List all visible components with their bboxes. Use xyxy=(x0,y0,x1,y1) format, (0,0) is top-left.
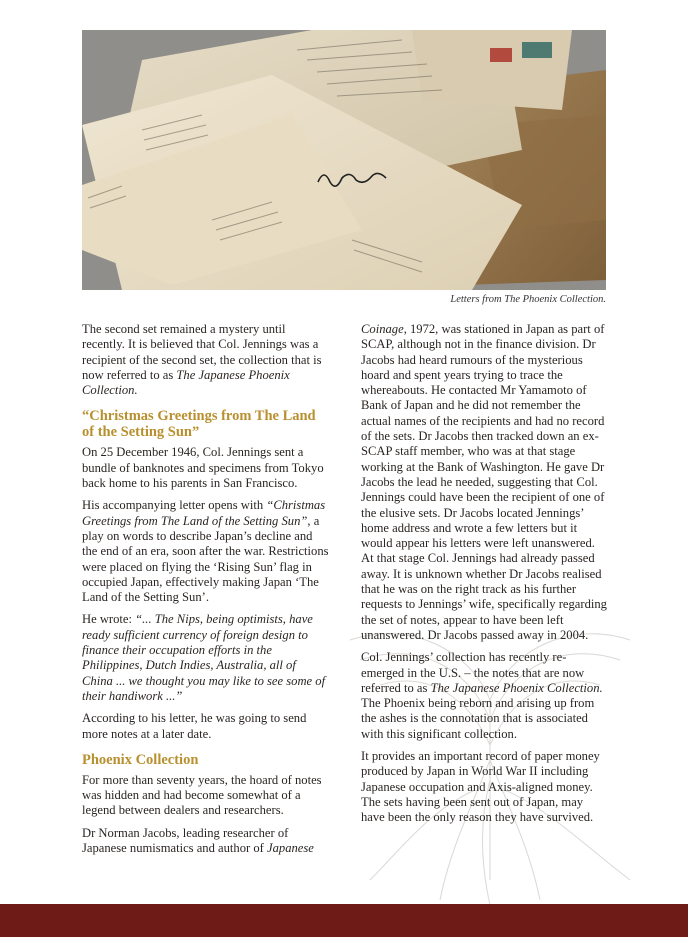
paragraph: It provides an important record of paper money produced by Japan in World War II including Japanese occupation and Axis-aligned money. The sets having been sent out of Japan, may have been the only reason they have survived. xyxy=(361,749,600,825)
paragraph: His accompanying letter opens with “Christmas Greetings from The Land of the Setting Sun”, a play on words to describe Japan’s decline and the end of an era, soon after the war. Restrictions were placed on flying the ‘Rising Sun’ flag in occupied Japan, effectively making Japan ‘The Land of the Setting Sun’. xyxy=(82,498,329,605)
letters-photo xyxy=(82,30,606,290)
paragraph: Dr Norman Jacobs, leading researcher of Japanese numismatics and author of Japanese xyxy=(82,825,314,856)
paragraph: The second set remained a mystery until recently. It is believed that Col. Jennings was a recipient of the second set, the collection that is now referred to as The Japanese Phoenix Collection. xyxy=(82,322,322,398)
photo-caption: Letters from The Phoenix Collection. xyxy=(450,294,606,305)
paragraph: Col. Jennings’ collection has recently re-emerged in the U.S. – the notes that are now referred to as The Japanese Phoenix Collection. The Phoenix being reborn and arising up from the ashes is the connotation that is associated with this significant collection. xyxy=(361,650,603,741)
right-column xyxy=(361,322,608,833)
paragraph: On 25 December 1946, Col. Jennings sent a bundle of banknotes and specimens from Tokyo back home to his parents in San Francisco. xyxy=(82,445,324,491)
quote-paragraph: He wrote: “... The Nips, being optimists, have ready sufficient currency of foreign design to finance their occupation efforts in the Philippines, Dutch Indies, Australia, all of China ... we thought you may like to see some of their handiwork ...” xyxy=(82,612,326,703)
footer-bar xyxy=(0,904,688,937)
letters-illustration xyxy=(82,30,606,290)
paragraph: For more than seventy years, the hoard of notes was hidden and had become somewhat of a legend between dealers and researchers. xyxy=(82,772,322,818)
section-heading-christmas-greetings: “Christmas Greetings from The Land of the Setting Sun” xyxy=(82,408,316,441)
paragraph: Coinage, 1972, was stationed in Japan as part of SCAP, although not in the finance division. Dr Jacobs had heard rumours of the mysterious hoard and spent years trying to trace the whereabouts. He contacted Mr Yamamoto of Bank of Japan and he did not remember the actual names of the recipients and had no record of the sets. Dr Jacobs then tracked down an ex-SCAP staff member, who was at that stage working at the Bank of Washington. He gave Dr Jacobs the lead he needed, suggesting that Col. Jennings could have been the recipient of one of the elusive sets. Dr Jacobs located Jennings’ home address and wrote a few letters but it would appear his letters were left unanswered. At that stage Col. Jennings had already passed away. It is unknown whether Dr Jacobs realised that he was on the right track as his further requests to Jennings’ wife, specifically regarding the set of notes, appear to have been left unanswered. Dr Jacobs passed away in 2004. xyxy=(361,322,607,642)
section-heading-phoenix-collection: Phoenix Collection xyxy=(82,751,199,768)
paragraph: According to his letter, he was going to send more notes at a later date. xyxy=(82,711,307,741)
left-column xyxy=(82,322,329,863)
